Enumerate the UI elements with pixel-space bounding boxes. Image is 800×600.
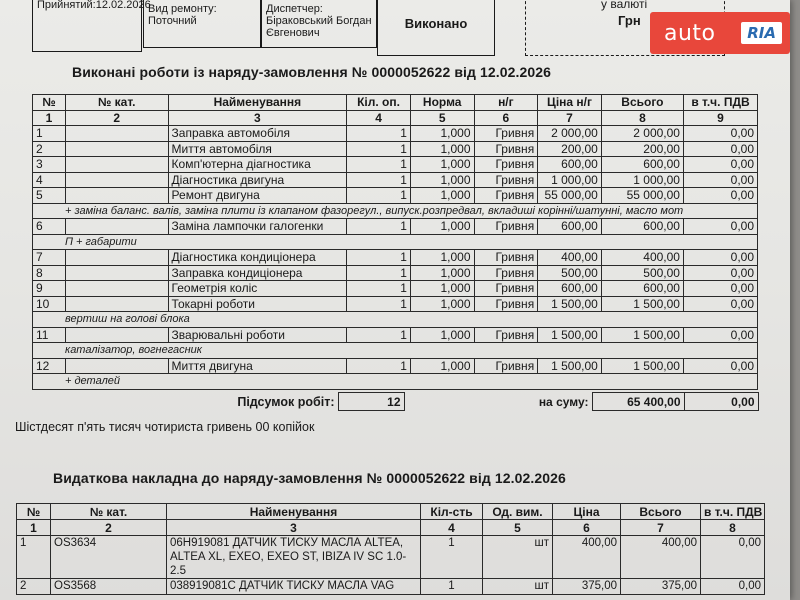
works-col-header: Ціна н/г [538, 95, 602, 111]
works-row-total: 600,00 [601, 281, 683, 297]
invoice-row-vat: 0,00 [701, 579, 765, 595]
works-row-unit: Гривня [474, 358, 538, 374]
works-title: Виконані роботи із наряду-замовлення № 0000052622 від 12.02.2026 [72, 64, 552, 80]
works-colnum-row [33, 110, 758, 126]
invoice-row [17, 536, 765, 579]
works-row-unit: Гривня [474, 296, 538, 312]
works-row-price: 500,00 [538, 265, 602, 281]
works-row-qty: 1 [347, 358, 411, 374]
amount-in-words: Шістдесят п'ять тисяч чотириста гривень 00 копійок [15, 420, 315, 434]
works-row [33, 172, 758, 188]
works-row-name: Діагностика кондиціонера [168, 250, 347, 266]
works-row-qty: 1 [347, 296, 411, 312]
invoice-col-header: № [17, 504, 51, 520]
works-row-name: Заправка автомобіля [168, 126, 347, 142]
invoice-row-price: 400,00 [553, 536, 621, 579]
works-col-number: 4 [347, 110, 411, 126]
works-row-norm: 1,000 [410, 126, 474, 142]
works-row-vat: 0,00 [683, 126, 757, 142]
works-row-vat: 0,00 [683, 188, 757, 204]
works-row [33, 188, 758, 204]
status-box [377, 0, 495, 56]
works-row-number: 11 [33, 327, 66, 343]
invoice-col-header: Ціна [553, 504, 621, 520]
works-col-number: 1 [33, 110, 66, 126]
works-row-norm: 1,000 [410, 250, 474, 266]
invoice-row-name: 038919081C ДАТЧИК ТИСКУ МАСЛА VAG [167, 579, 421, 595]
works-row-price: 400,00 [538, 250, 602, 266]
works-row-unit: Гривня [474, 157, 538, 173]
works-col-header: Норма [410, 95, 474, 111]
invoice-col-number: 6 [553, 520, 621, 536]
dispatcher-box [261, 0, 377, 48]
works-row-name: Геометрія коліс [168, 281, 347, 297]
works-row-catalog [65, 141, 168, 157]
works-row-total: 1 500,00 [601, 358, 683, 374]
works-row-catalog [65, 219, 168, 235]
works-row-qty: 1 [347, 250, 411, 266]
works-note: вертиш на голові блока [33, 312, 758, 328]
works-row-catalog [65, 126, 168, 142]
invoice-row-vat: 0,00 [701, 536, 765, 579]
works-row-unit: Гривня [474, 188, 538, 204]
works-row-total: 500,00 [601, 265, 683, 281]
works-note: + деталей [33, 374, 758, 390]
invoice-col-number: 4 [421, 520, 483, 536]
repair-type-box [143, 0, 261, 48]
invoice-col-number: 8 [701, 520, 765, 536]
works-row-vat: 0,00 [683, 157, 757, 173]
works-row-norm: 1,000 [410, 296, 474, 312]
works-row-qty: 1 [347, 126, 411, 142]
logo-auto-text: auto [664, 20, 716, 46]
accepted-box [32, 0, 151, 52]
invoice-header-row [17, 504, 765, 520]
logo-ria-text: RIA [741, 22, 782, 44]
works-row-unit: Гривня [474, 327, 538, 343]
works-row-vat: 0,00 [683, 141, 757, 157]
works-row-number: 8 [33, 265, 66, 281]
works-row-total: 1 500,00 [601, 296, 683, 312]
works-row-total: 600,00 [601, 219, 683, 235]
works-row-number: 10 [33, 296, 66, 312]
invoice-row-unit: шт [483, 579, 553, 595]
works-row [33, 327, 758, 343]
invoice-col-number: 7 [621, 520, 701, 536]
invoice-col-number: 1 [17, 520, 51, 536]
works-header-row [33, 95, 758, 111]
works-row-price: 600,00 [538, 281, 602, 297]
works-row-catalog [65, 296, 168, 312]
works-row-qty: 1 [347, 219, 411, 235]
works-col-number: 6 [474, 110, 538, 126]
works-row-price: 1 500,00 [538, 296, 602, 312]
works-row-total: 600,00 [601, 157, 683, 173]
works-row-price: 2 000,00 [538, 126, 602, 142]
works-row-total: 1 000,00 [601, 172, 683, 188]
invoice-colnum-row [17, 520, 765, 536]
works-col-number: 9 [683, 110, 757, 126]
works-row-qty: 1 [347, 172, 411, 188]
works-row-number: 9 [33, 281, 66, 297]
works-col-number: 3 [168, 110, 347, 126]
works-row-qty: 1 [347, 327, 411, 343]
accepted-date: Прийнятий:12.02.2026 [37, 0, 151, 11]
works-row-name: Комп'ютерна діагностика [168, 157, 347, 173]
works-row-total: 400,00 [601, 250, 683, 266]
works-row-norm: 1,000 [410, 327, 474, 343]
works-row-number: 12 [33, 358, 66, 374]
works-col-number: 5 [410, 110, 474, 126]
works-note: П + габарити [33, 234, 758, 250]
works-row-price: 1 000,00 [538, 172, 602, 188]
works-row-unit: Гривня [474, 250, 538, 266]
invoice-row-number: 1 [17, 536, 51, 579]
works-row-name: Заправка кондиціонера [168, 265, 347, 281]
works-row-number: 3 [33, 157, 66, 173]
works-col-number: 8 [601, 110, 683, 126]
works-note-row [33, 374, 758, 390]
works-row-unit: Гривня [474, 126, 538, 142]
summary-sum-label: на суму: [538, 394, 589, 409]
works-col-number: 2 [65, 110, 168, 126]
works-col-header: № [33, 95, 66, 111]
works-row-qty: 1 [347, 157, 411, 173]
works-col-header: Найменування [168, 95, 347, 111]
works-row-vat: 0,00 [683, 219, 757, 235]
works-note-row [33, 234, 758, 250]
works-table [32, 94, 758, 390]
invoice-row-catalog: OS3634 [51, 536, 167, 579]
works-note-row [33, 312, 758, 328]
works-row-norm: 1,000 [410, 172, 474, 188]
works-row-catalog [65, 188, 168, 204]
works-row-number: 7 [33, 250, 66, 266]
repair-type-value: Поточний [148, 15, 197, 27]
works-row-qty: 1 [347, 265, 411, 281]
works-note-row [33, 343, 758, 359]
works-col-header: Кіл. оп. [347, 95, 411, 111]
works-row-norm: 1,000 [410, 141, 474, 157]
summary-total: 65 400,00 [592, 393, 684, 411]
works-row-norm: 1,000 [410, 265, 474, 281]
works-row-norm: 1,000 [410, 219, 474, 235]
works-row-catalog [65, 250, 168, 266]
works-row-name: Заміна лампочки галогенки [168, 219, 347, 235]
works-row-unit: Гривня [474, 265, 538, 281]
works-row-vat: 0,00 [683, 250, 757, 266]
works-summary [230, 392, 759, 411]
works-row-vat: 0,00 [683, 265, 757, 281]
works-row-price: 1 500,00 [538, 358, 602, 374]
invoice-col-header: Кіл-сть [421, 504, 483, 520]
works-note-row [33, 203, 758, 219]
works-row-unit: Гривня [474, 281, 538, 297]
works-row-catalog [65, 327, 168, 343]
works-row-name: Миття двигуна [168, 358, 347, 374]
works-row-vat: 0,00 [683, 358, 757, 374]
works-row-qty: 1 [347, 188, 411, 204]
works-row-vat: 0,00 [683, 281, 757, 297]
works-note: каталізатор, вогнегасник [33, 343, 758, 359]
invoice-row-number: 2 [17, 579, 51, 595]
works-row [33, 358, 758, 374]
works-note: + заміна баланс. валів, заміна плити із клапаном фазорегул., випуск.розпредвал, вкладиші корінні/шатунні, масло мот [33, 203, 758, 219]
works-row-unit: Гривня [474, 172, 538, 188]
works-row-number: 5 [33, 188, 66, 204]
works-row-catalog [65, 358, 168, 374]
works-row-total: 1 500,00 [601, 327, 683, 343]
works-row-total: 55 000,00 [601, 188, 683, 204]
works-col-header: Всього [601, 95, 683, 111]
invoice-col-header: Всього [621, 504, 701, 520]
works-row-qty: 1 [347, 281, 411, 297]
repair-type-label: Вид ремонту: [148, 3, 217, 15]
autoria-logo [650, 12, 790, 54]
works-row-catalog [65, 281, 168, 297]
works-row [33, 157, 758, 173]
works-row-name: Ремонт двигуна [168, 188, 347, 204]
works-row-vat: 0,00 [683, 172, 757, 188]
invoice-col-number: 3 [167, 520, 421, 536]
works-row-price: 1 500,00 [538, 327, 602, 343]
works-row-norm: 1,000 [410, 281, 474, 297]
works-row-norm: 1,000 [410, 358, 474, 374]
works-row-price: 200,00 [538, 141, 602, 157]
invoice-col-number: 5 [483, 520, 553, 536]
works-row [33, 126, 758, 142]
invoice-col-header: в т.ч. ПДВ [701, 504, 765, 520]
works-row-number: 6 [33, 219, 66, 235]
summary-vat: 0,00 [684, 393, 758, 411]
invoice-col-header: № кат. [51, 504, 167, 520]
works-row-catalog [65, 157, 168, 173]
invoice-row-total: 375,00 [621, 579, 701, 595]
invoice-row-qty: 1 [421, 579, 483, 595]
works-row-unit: Гривня [474, 219, 538, 235]
works-row [33, 281, 758, 297]
invoice-row-total: 400,00 [621, 536, 701, 579]
invoice-title: Видаткова накладна до наряду-замовлення № 0000052622 від 12.02.2026 [53, 470, 566, 486]
works-row-number: 2 [33, 141, 66, 157]
invoice-col-header: Найменування [167, 504, 421, 520]
works-row [33, 250, 758, 266]
invoice-table [16, 503, 765, 595]
works-row-catalog [65, 172, 168, 188]
works-row [33, 296, 758, 312]
works-col-header: в т.ч. ПДВ [683, 95, 757, 111]
invoice-row [17, 579, 765, 595]
works-row-vat: 0,00 [683, 296, 757, 312]
works-col-number: 7 [538, 110, 602, 126]
works-row-norm: 1,000 [410, 188, 474, 204]
works-col-header: № кат. [65, 95, 168, 111]
invoice-col-number: 2 [51, 520, 167, 536]
works-row [33, 265, 758, 281]
works-row-number: 4 [33, 172, 66, 188]
works-row-total: 2 000,00 [601, 126, 683, 142]
invoice-col-header: Од. вим. [483, 504, 553, 520]
works-row [33, 141, 758, 157]
invoice-row-price: 375,00 [553, 579, 621, 595]
works-row-catalog [65, 265, 168, 281]
works-row-name: Діагностика двигуна [168, 172, 347, 188]
invoice-row-name: 06H919081 ДАТЧИК ТИСКУ МАСЛА ALTEA, ALTEA XL, EXEO, EXEO ST, IBIZA IV SC 1.0-2.5 [167, 536, 421, 579]
summary-qty: 12 [338, 393, 404, 411]
invoice-row-catalog: OS3568 [51, 579, 167, 595]
status-text: Виконано [404, 16, 468, 31]
works-row-name: Токарні роботи [168, 296, 347, 312]
currency-label: у валюті [601, 0, 648, 11]
invoice-row-qty: 1 [421, 536, 483, 579]
works-row-total: 200,00 [601, 141, 683, 157]
works-col-header: н/г [474, 95, 538, 111]
works-row-number: 1 [33, 126, 66, 142]
works-row-price: 55 000,00 [538, 188, 602, 204]
works-row-price: 600,00 [538, 219, 602, 235]
works-row-price: 600,00 [538, 157, 602, 173]
works-row [33, 219, 758, 235]
works-row-qty: 1 [347, 141, 411, 157]
works-row-norm: 1,000 [410, 157, 474, 173]
dispatcher-label: Диспетчер: [266, 3, 323, 15]
works-row-name: Миття автомобіля [168, 141, 347, 157]
currency-value: Грн [618, 13, 641, 28]
works-row-vat: 0,00 [683, 327, 757, 343]
works-row-name: Зварювальні роботи [168, 327, 347, 343]
summary-label: Підсумок робіт: [237, 394, 335, 409]
works-row-unit: Гривня [474, 141, 538, 157]
invoice-row-unit: шт [483, 536, 553, 579]
dispatcher-value: Біраковський Богдан Євгенович [266, 15, 372, 39]
